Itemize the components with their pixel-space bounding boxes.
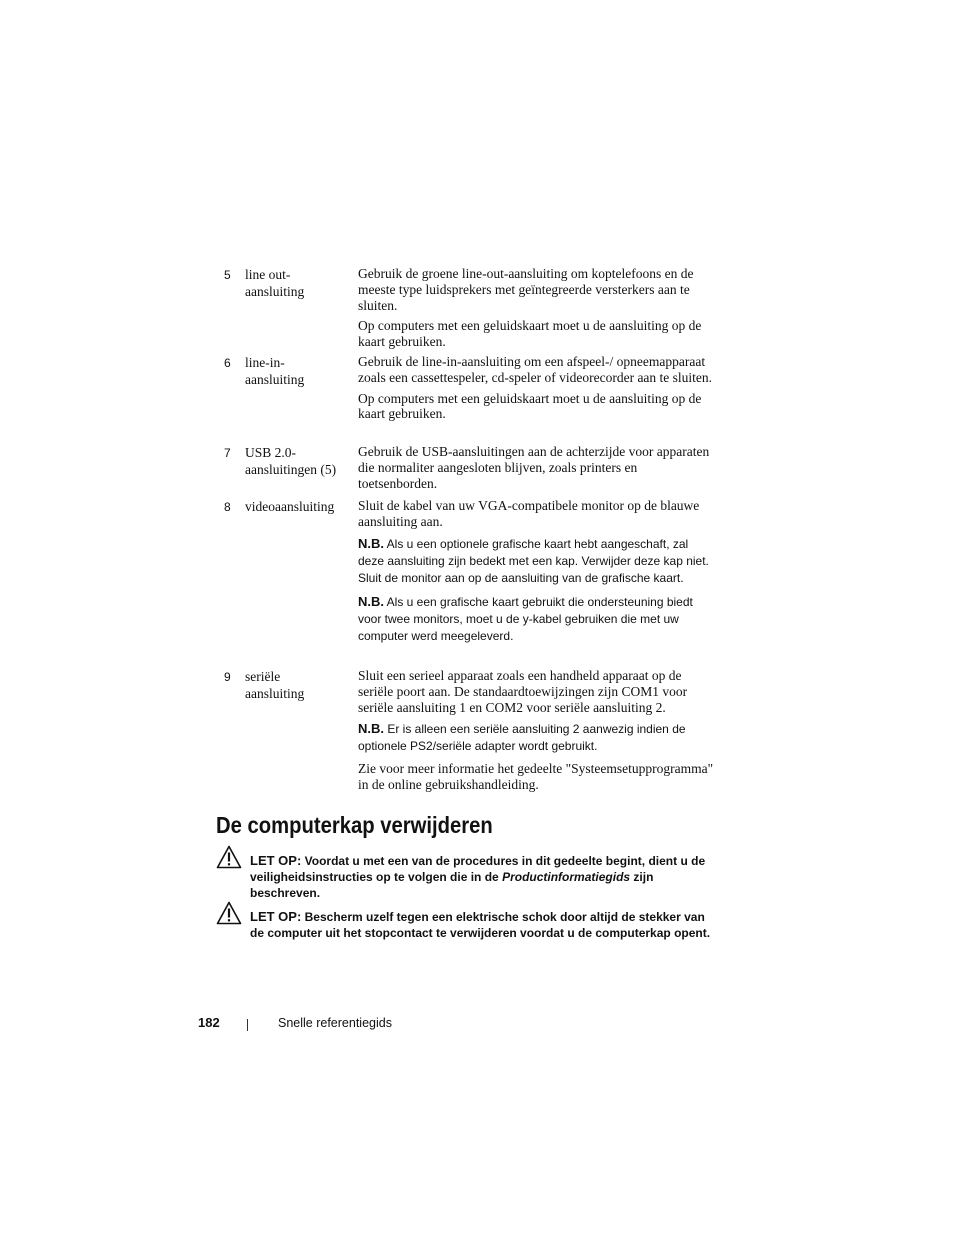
note-text: Er is alleen een seriële aansluiting 2 aanwezig indien de optionele PS2/seriële adapter wordt gebruikt. <box>358 722 686 754</box>
caution-text <box>250 901 716 941</box>
note <box>358 593 716 645</box>
connector-description <box>358 668 716 793</box>
connector-description <box>358 444 716 491</box>
warning-triangle-icon <box>216 845 242 869</box>
section-heading: De computerkap verwijderen <box>216 812 493 838</box>
connector-description <box>358 498 716 645</box>
note-label: N.B. <box>358 721 384 737</box>
table-row <box>224 354 716 444</box>
table-row <box>224 266 716 354</box>
guide-title: Snelle referentiegids <box>278 1016 392 1030</box>
page-footer <box>0 1015 954 1035</box>
connector-name <box>245 266 355 300</box>
row-number: 5 <box>224 268 231 282</box>
row-number: 6 <box>224 356 231 370</box>
description-paragraph: Sluit een serieel apparaat zoals een handheld apparaat op de seriële poort aan. De standaardtoewijzingen zijn COM1 voor seriële aansluiting 1 en COM2 voor seriële aansluiting 2. <box>358 668 688 715</box>
caution-body: Bescherm uzelf tegen een elektrische schok door altijd de stekker van de computer uit het stopcontact te verwijderen voordat u de computerkap opent. <box>250 910 711 940</box>
connector-name: videoaansluiting <box>245 499 335 514</box>
table-row <box>224 498 716 668</box>
description-paragraph: Op computers met een geluidskaart moet u de aansluiting op de kaart gebruiken. <box>358 390 702 422</box>
footer-separator <box>247 1019 248 1031</box>
table-row <box>224 444 716 498</box>
row-number: 9 <box>224 670 231 684</box>
row-number: 8 <box>224 500 231 514</box>
name-line: aansluiting <box>245 372 305 387</box>
description-paragraph: Op computers met een geluidskaart moet u de aansluiting op de kaart gebruiken. <box>358 318 702 350</box>
description-paragraph: Gebruik de USB-aansluitingen aan de achterzijde voor apparaten die normaliter aangesloten blijven, zoals printers en toetsenborden. <box>358 444 710 491</box>
name-line: line-in- <box>245 355 285 370</box>
table-row <box>224 668 716 798</box>
description-paragraph: Sluit de kabel van uw VGA-compatibele monitor op de blauwe aansluiting aan. <box>358 498 700 529</box>
note-label: N.B. <box>358 535 384 551</box>
connector-description <box>358 266 716 350</box>
note-text: Als u een optionele grafische kaart hebt aangeschaft, zal deze aansluiting zijn bedekt met een kap. Verwijder deze kap niet. Sluit de monitor aan op de aansluiting van de grafische kaart. <box>358 536 709 585</box>
note <box>358 535 716 587</box>
description-paragraph: Zie voor meer informatie het gedeelte "Systeemsetupprogramma" in de online gebruikshandleiding. <box>358 761 714 793</box>
note-text: Als u een grafische kaart gebruikt die ondersteuning biedt voor twee monitors, moet u de y-kabel gebruiken die met uw computer werd meegeleverd. <box>358 594 693 643</box>
connector-name <box>245 444 355 478</box>
note <box>358 720 716 755</box>
page-number: 182 <box>198 1015 220 1030</box>
caution-body: Voordat u met een van de procedures in dit gedeelte begint, dient u de veiligheidsinstructies op te volgen die in de <box>250 854 706 884</box>
caution-notice <box>216 845 716 901</box>
caution-body-end: zijn beschreven. <box>250 870 654 900</box>
description-paragraph: Gebruik de line-in-aansluiting om een afspeel-/ opneemapparaat zoals een cassettespeler, cd-speler of videorecorder aan te sluiten. <box>358 354 713 385</box>
connector-description <box>358 354 716 422</box>
warning-triangle-icon <box>216 901 242 925</box>
caution-label: LET OP: <box>250 853 302 868</box>
name-line: aansluiting <box>245 686 305 701</box>
name-line: aansluiting <box>245 284 305 299</box>
row-number: 7 <box>224 446 231 460</box>
name-line: line out- <box>245 267 291 282</box>
note-label: N.B. <box>358 593 384 609</box>
caution-label: LET OP: <box>250 909 302 924</box>
caution-text <box>250 845 716 901</box>
connector-name <box>245 668 355 702</box>
connector-name <box>245 354 355 388</box>
name-line: seriële <box>245 669 281 684</box>
description-paragraph: Gebruik de groene line-out-aansluiting om koptelefoons en de meeste type luidsprekers met geïntegreerde versterkers aan te sluiten. <box>358 266 694 313</box>
name-line: USB 2.0- <box>245 445 297 460</box>
connector-table <box>224 266 716 798</box>
caution-notice <box>216 901 716 941</box>
guide-reference: Productinformatiegids <box>502 870 631 884</box>
name-line: aansluitingen (5) <box>245 462 337 477</box>
